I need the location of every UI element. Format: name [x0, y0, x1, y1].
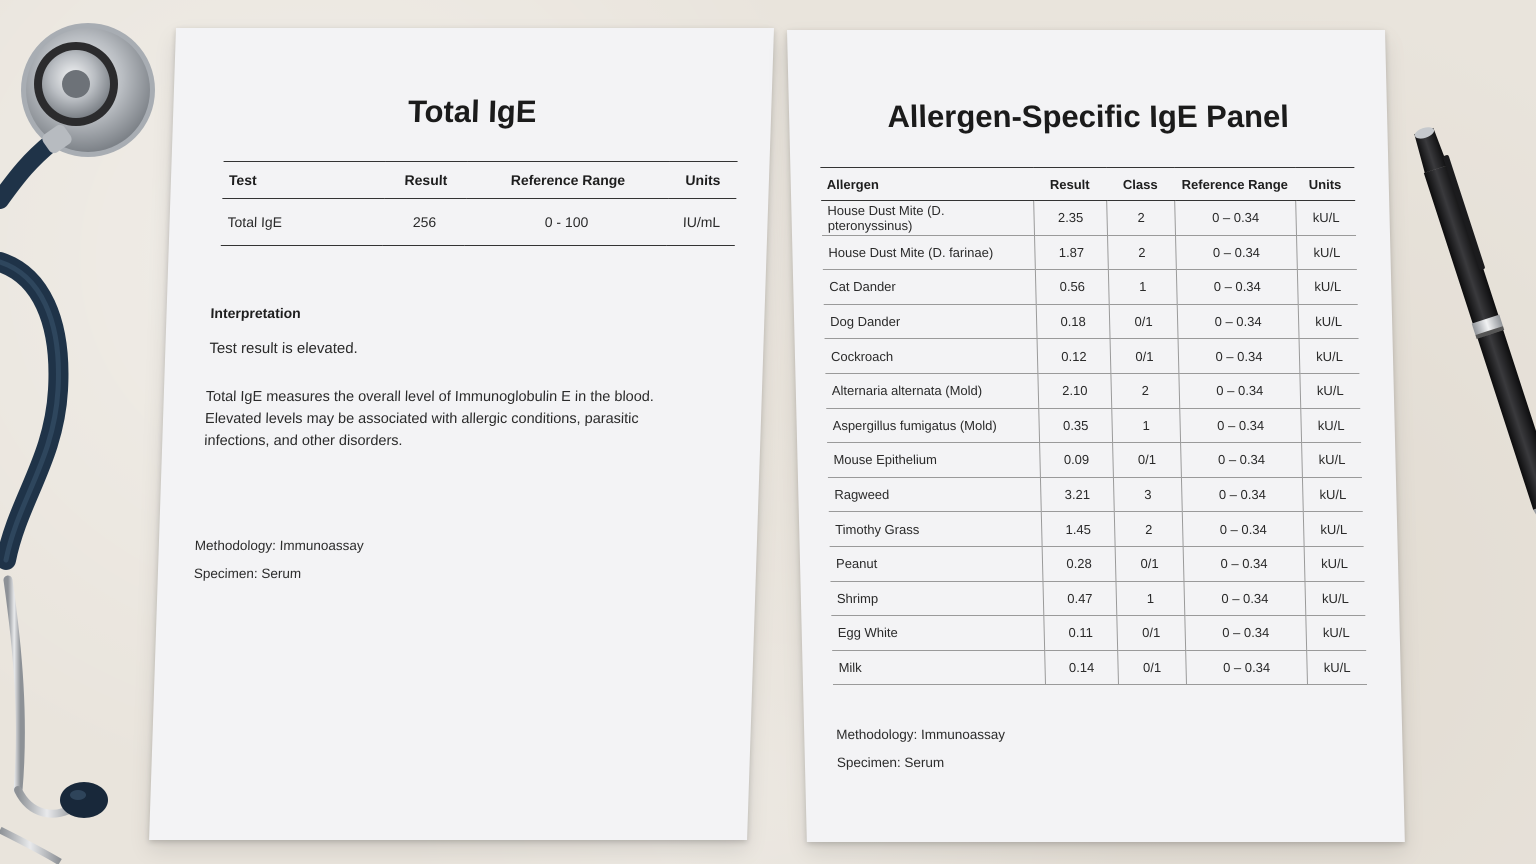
- cell-units: kU/L: [1300, 373, 1360, 408]
- cell-class: 0/1: [1109, 304, 1178, 339]
- cell-allergen: Dog Dander: [824, 304, 1037, 339]
- cell-allergen: Cockroach: [825, 339, 1038, 374]
- cell-reference-range: 0 – 0.34: [1179, 373, 1301, 408]
- table-row: [830, 546, 1365, 581]
- report-title: Allergen-Specific IgE Panel: [886, 99, 1290, 134]
- cell-reference-range: 0 – 0.34: [1177, 304, 1299, 339]
- cell-class: 0/1: [1118, 650, 1187, 685]
- cell-reference-range: 0 – 0.34: [1181, 443, 1303, 478]
- cell-allergen: House Dust Mite (D. farinae): [822, 235, 1035, 270]
- cell-reference-range: 0 – 0.34: [1184, 581, 1306, 616]
- column-header-result: Result: [1033, 168, 1107, 201]
- allergen-panel-table: [820, 167, 1367, 685]
- total-ige-table: [221, 161, 738, 246]
- table-row: [221, 199, 737, 246]
- cell-class: 2: [1108, 235, 1177, 270]
- cell-units: kU/L: [1302, 477, 1362, 512]
- column-header-test: Test: [222, 162, 385, 199]
- cell-reference-range: 0 – 0.34: [1176, 235, 1298, 270]
- cell-units: kU/L: [1307, 650, 1367, 685]
- cell-class: 2: [1111, 373, 1180, 408]
- table-row: [832, 650, 1367, 685]
- cell-allergen: Ragweed: [828, 477, 1041, 512]
- cell-class: 0/1: [1110, 339, 1179, 374]
- cell-result: 256: [383, 199, 467, 246]
- cell-class: 2: [1107, 201, 1176, 236]
- cell-result: 3.21: [1040, 477, 1114, 512]
- table-row: [825, 339, 1360, 374]
- cell-result: 0.18: [1036, 304, 1110, 339]
- total-ige-report: [149, 28, 774, 840]
- allergen-panel-report: [787, 30, 1405, 842]
- methodology-text: Methodology: Immunoassay: [836, 727, 1006, 742]
- column-header-units: Units: [1295, 168, 1355, 201]
- cell-result: 1.87: [1035, 235, 1109, 270]
- cell-units: kU/L: [1302, 443, 1362, 478]
- table-row: [828, 477, 1363, 512]
- cell-class: 0/1: [1113, 443, 1182, 478]
- cell-test: Total IgE: [221, 199, 385, 246]
- cell-class: 0/1: [1117, 616, 1186, 651]
- cell-result: 0.35: [1039, 408, 1113, 443]
- description-text: Total IgE measures the overall level of Immunoglobulin E in the blood. Elevated levels may be associated with allergic conditions, parasitic infections, and other disorders.: [204, 389, 655, 449]
- cell-units: kU/L: [1297, 235, 1357, 270]
- cell-reference-range: 0 - 100: [465, 199, 669, 246]
- cell-result: 0.28: [1042, 546, 1116, 581]
- cell-result: 0.12: [1037, 339, 1111, 374]
- methodology-text: Methodology: Immunoassay: [194, 538, 364, 553]
- cell-allergen: Timothy Grass: [829, 512, 1042, 547]
- cell-result: 0.56: [1035, 270, 1109, 305]
- cell-class: 3: [1113, 477, 1182, 512]
- column-header-class: Class: [1106, 168, 1175, 201]
- cell-reference-range: 0 – 0.34: [1182, 512, 1304, 547]
- column-header-allergen: Allergen: [820, 168, 1033, 201]
- cell-class: 1: [1112, 408, 1181, 443]
- table-header-row: [222, 162, 737, 199]
- cell-reference-range: 0 – 0.34: [1178, 339, 1300, 374]
- cell-allergen: Alternaria alternata (Mold): [825, 373, 1038, 408]
- cell-class: 2: [1114, 512, 1183, 547]
- cell-units: kU/L: [1306, 616, 1366, 651]
- cell-units: kU/L: [1304, 546, 1364, 581]
- column-header-units: Units: [668, 162, 737, 199]
- cell-units: kU/L: [1297, 270, 1357, 305]
- cell-result: 0.47: [1043, 581, 1117, 616]
- cell-allergen: Milk: [832, 650, 1045, 685]
- cell-allergen: Egg White: [831, 616, 1044, 651]
- cell-units: kU/L: [1301, 408, 1361, 443]
- cell-result: 2.35: [1034, 201, 1108, 236]
- table-row: [822, 235, 1357, 270]
- column-header-result: Result: [384, 162, 467, 199]
- cell-reference-range: 0 – 0.34: [1181, 477, 1303, 512]
- cell-result: 0.09: [1040, 443, 1114, 478]
- cell-allergen: Aspergillus fumigatus (Mold): [826, 408, 1039, 443]
- cell-result: 1.45: [1041, 512, 1115, 547]
- table-row: [829, 512, 1364, 547]
- specimen-text: Specimen: Serum: [193, 566, 302, 581]
- cell-units: kU/L: [1298, 304, 1358, 339]
- cell-units: kU/L: [1296, 201, 1356, 236]
- table-row: [821, 201, 1356, 236]
- column-header-reference-range: Reference Range: [466, 162, 669, 199]
- cell-result: 0.11: [1044, 616, 1118, 651]
- specimen-text: Specimen: Serum: [836, 755, 945, 770]
- table-row: [830, 581, 1365, 616]
- report-title: Total IgE: [407, 94, 538, 129]
- cell-result: 2.10: [1038, 373, 1112, 408]
- cell-units: kU/L: [1305, 581, 1365, 616]
- interpretation-text: Test result is elevated.: [209, 340, 359, 357]
- cell-allergen: House Dust Mite (D. pteronyssinus): [821, 201, 1034, 236]
- table-row: [823, 270, 1358, 305]
- cell-class: 1: [1108, 270, 1177, 305]
- cell-reference-range: 0 – 0.34: [1183, 546, 1305, 581]
- cell-allergen: Cat Dander: [823, 270, 1036, 305]
- cell-result: 0.14: [1045, 650, 1119, 685]
- table-row: [824, 304, 1359, 339]
- cell-allergen: Mouse Epithelium: [827, 443, 1040, 478]
- cell-reference-range: 0 – 0.34: [1180, 408, 1302, 443]
- cell-reference-range: 0 – 0.34: [1185, 616, 1307, 651]
- table-row: [825, 373, 1360, 408]
- cell-units: kU/L: [1299, 339, 1359, 374]
- cell-class: 1: [1116, 581, 1185, 616]
- table-header-row: [820, 168, 1355, 201]
- table-row: [827, 443, 1362, 478]
- pen-icon: [1400, 120, 1536, 580]
- table-row: [826, 408, 1361, 443]
- cell-allergen: Shrimp: [830, 581, 1043, 616]
- column-header-reference-range: Reference Range: [1174, 168, 1296, 201]
- cell-reference-range: 0 – 0.34: [1175, 201, 1297, 236]
- cell-units: kU/L: [1303, 512, 1363, 547]
- interpretation-heading: Interpretation: [210, 305, 302, 321]
- cell-units: IU/mL: [667, 199, 737, 246]
- cell-reference-range: 0 – 0.34: [1186, 650, 1308, 685]
- cell-allergen: Peanut: [830, 546, 1043, 581]
- cell-class: 0/1: [1115, 546, 1184, 581]
- cell-reference-range: 0 – 0.34: [1176, 270, 1298, 305]
- table-row: [831, 616, 1366, 651]
